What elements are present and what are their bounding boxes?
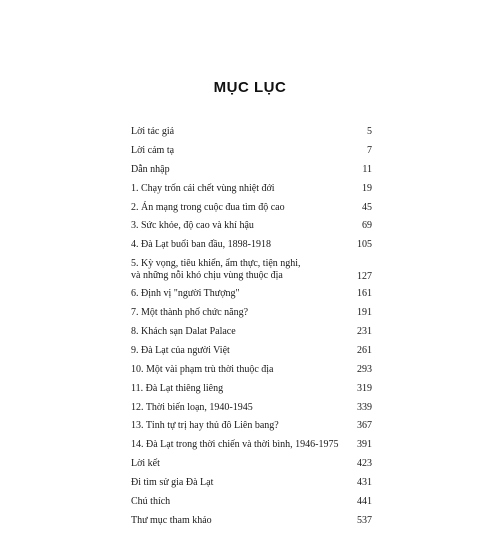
toc-entry-page: 367 bbox=[357, 420, 372, 432]
toc-entry bbox=[131, 420, 372, 439]
toc-entry bbox=[131, 258, 372, 288]
toc-entry bbox=[131, 477, 372, 496]
toc-entry-page: 319 bbox=[357, 382, 372, 394]
toc-entry bbox=[131, 288, 372, 307]
toc-entry-page: 11 bbox=[362, 163, 372, 175]
toc-entry-label: Dẫn nhập bbox=[131, 163, 170, 175]
toc-entry-label: 6. Định vị "người Thượng" bbox=[131, 288, 240, 300]
toc-entry-label: 11. Đà Lạt thiêng liêng bbox=[131, 382, 224, 394]
toc-entry-label: 1. Chạy trốn cái chết vùng nhiệt đới bbox=[131, 182, 275, 194]
toc-entry bbox=[131, 307, 372, 326]
toc-entry-label: 13. Tỉnh tự trị hay thủ đô Liên bang? bbox=[131, 420, 279, 432]
toc-entry-page: 19 bbox=[362, 182, 372, 194]
toc-entry-page: 431 bbox=[357, 477, 372, 489]
toc-entry bbox=[131, 383, 372, 402]
toc-entry-label: Lời kết bbox=[131, 458, 160, 470]
page-title: MỤC LỤC bbox=[213, 79, 287, 96]
toc-entry-page: 231 bbox=[357, 326, 372, 338]
toc-entry bbox=[131, 220, 372, 239]
toc-entry-page: 339 bbox=[357, 401, 372, 413]
toc-entry-label: 5. Kỳ vọng, tiêu khiển, ẩm thực, tiện nghi, và những nỗi khó chịu vùng thuộc địa bbox=[131, 258, 301, 282]
toc-entry-label: 4. Đà Lạt buổi ban đầu, 1898-1918 bbox=[131, 239, 271, 251]
toc-entry-page: 5 bbox=[367, 126, 372, 137]
toc-entry-label: 2. Án mạng trong cuộc đua tìm độ cao bbox=[131, 201, 285, 213]
toc-entry bbox=[131, 402, 372, 421]
toc-entry-page: 191 bbox=[357, 307, 372, 319]
toc-entry-label: Đi tìm sử gia Đà Lạt bbox=[131, 477, 214, 489]
toc-entry-label: 8. Khách sạn Dalat Palace bbox=[131, 326, 236, 338]
toc-entry-page: 161 bbox=[357, 288, 372, 300]
toc-entry-label: Thư mục tham khảo bbox=[131, 514, 212, 526]
table-of-contents bbox=[131, 126, 372, 534]
toc-entry bbox=[131, 126, 372, 145]
toc-entry bbox=[131, 164, 372, 183]
toc-entry-label: 7. Một thành phố chức năng? bbox=[131, 307, 249, 319]
toc-entry bbox=[131, 439, 372, 458]
toc-entry-label: Lời cảm tạ bbox=[131, 144, 175, 156]
toc-entry-page: 69 bbox=[362, 220, 372, 232]
toc-entry bbox=[131, 145, 372, 164]
toc-entry-label: Lời tác giả bbox=[131, 126, 175, 137]
toc-entry-label: 12. Thời biến loạn, 1940-1945 bbox=[131, 401, 253, 413]
toc-entry-label: 10. Một vài phạm trù thời thuộc địa bbox=[131, 363, 274, 375]
toc-entry-label: 14. Đà Lạt trong thời chiến và thời bình, 1946-1975 bbox=[131, 439, 339, 451]
toc-entry bbox=[131, 496, 372, 515]
toc-entry-page: 7 bbox=[367, 144, 372, 156]
toc-entry-page: 537 bbox=[357, 514, 372, 526]
toc-entry-page: 293 bbox=[357, 363, 372, 375]
toc-entry-page: 45 bbox=[362, 201, 372, 213]
toc-entry bbox=[131, 515, 372, 534]
toc-entry bbox=[131, 458, 372, 477]
toc-entry bbox=[131, 239, 372, 258]
toc-entry bbox=[131, 202, 372, 221]
toc-entry-page: 391 bbox=[357, 439, 372, 451]
toc-entry-page: 261 bbox=[357, 344, 372, 356]
toc-entry-label: 3. Sức khỏe, độ cao và khí hậu bbox=[131, 220, 254, 232]
toc-entry-page: 423 bbox=[357, 458, 372, 470]
toc-entry-page: 441 bbox=[357, 496, 372, 508]
toc-entry-label: Chú thích bbox=[131, 496, 171, 508]
toc-entry bbox=[131, 345, 372, 364]
toc-entry-label: 9. Đà Lạt của người Việt bbox=[131, 344, 230, 356]
toc-entry bbox=[131, 183, 372, 202]
toc-entry-page: 105 bbox=[357, 239, 372, 251]
toc-entry-page: 127 bbox=[357, 271, 372, 283]
toc-entry bbox=[131, 326, 372, 345]
toc-entry bbox=[131, 364, 372, 383]
